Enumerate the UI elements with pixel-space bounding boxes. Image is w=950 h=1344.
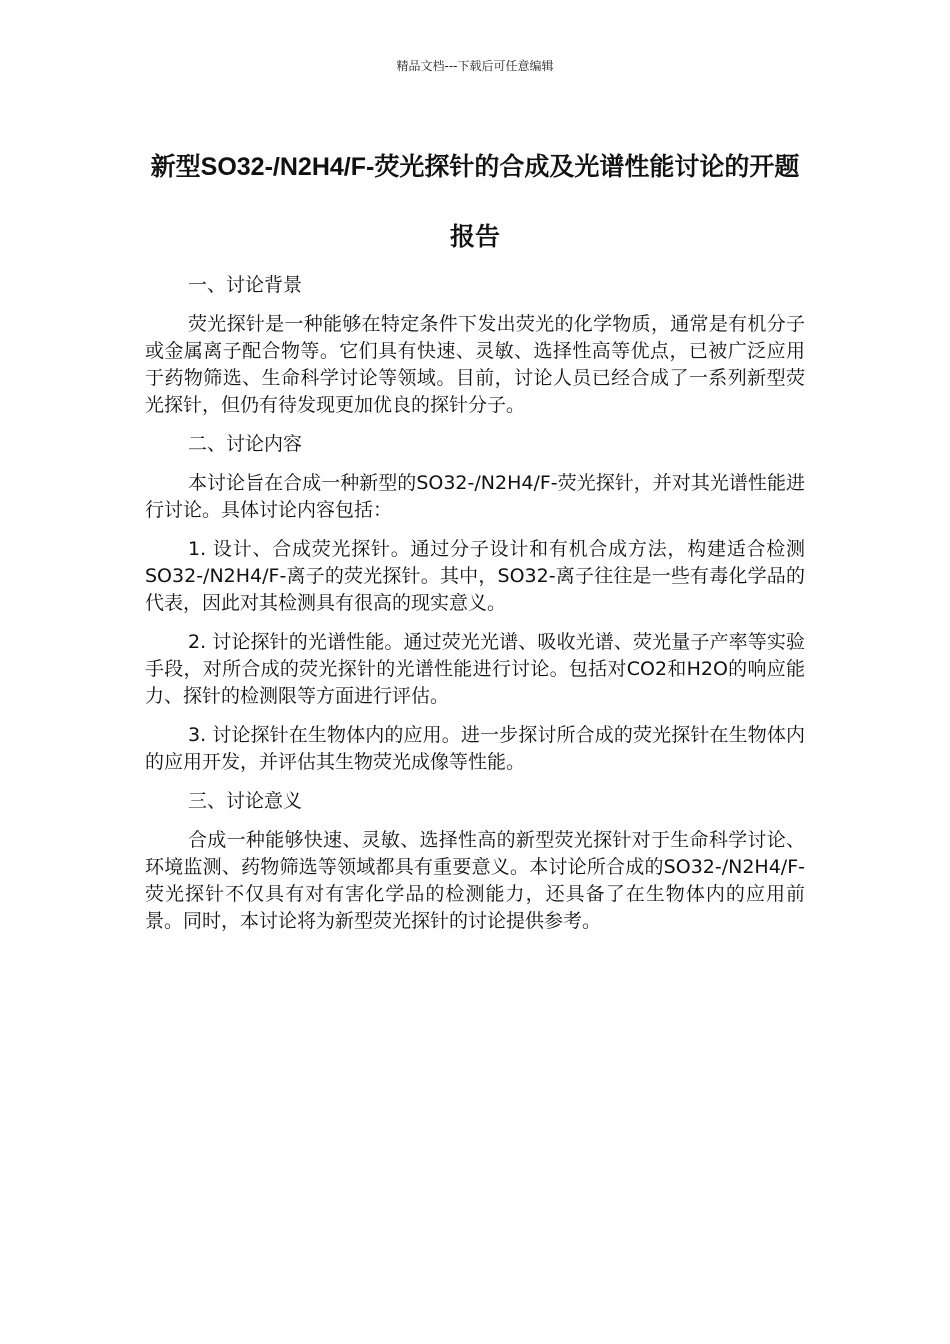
content-item-1: 1. 设计、合成荧光探针。通过分子设计和有机合成方法，构建适合检测SO32-/N2H4/F-离子的荧光探针。其中，SO32-离子往往是一些有毒化学品的代表，因此对其检测具有很高的现实意义。	[145, 538, 805, 614]
background-paragraph: 荧光探针是一种能够在特定条件下发出荧光的化学物质，通常是有机分子或金属离子配合物等。它们具有快速、灵敏、选择性高等优点，已被广泛应用于药物筛选、生命科学讨论等领域。目前，讨论人员已经合成了一系列新型荧光探针，但仍有待发现更加优良的探针分子。	[145, 313, 805, 416]
content-item-2: 2. 讨论探针的光谱性能。通过荧光光谱、吸收光谱、荧光量子产率等实验手段，对所合成的荧光探针的光谱性能进行讨论。包括对CO2和H2O的响应能力、探针的检测限等方面进行评估。	[145, 631, 805, 707]
significance-paragraph: 合成一种能够快速、灵敏、选择性高的新型荧光探针对于生命科学讨论、环境监测、药物筛选等领域都具有重要意义。本讨论所合成的SO32-/N2H4/F-荧光探针不仅具有对有害化学品的检测能力，还具备了在生物体内的应用前景。同时，本讨论将为新型荧光探针的讨论提供参考。	[145, 829, 805, 932]
section-heading-significance: 三、讨论意义	[188, 790, 303, 812]
content-item-3: 3. 讨论探针在生物体内的应用。进一步探讨所合成的荧光探针在生物体内的应用开发，并评估其生物荧光成像等性能。	[145, 724, 805, 773]
header-note: 精品文档---下载后可任意编辑	[396, 59, 554, 73]
document-body	[145, 272, 805, 947]
section-heading-content: 二、讨论内容	[188, 433, 303, 455]
document-title: 新型SO32-/N2H4/F-荧光探针的合成及光谱性能讨论的开题报告	[150, 153, 800, 251]
content-intro-paragraph: 本讨论旨在合成一种新型的SO32-/N2H4/F-荧光探针，并对其光谱性能进行讨论。具体讨论内容包括：	[145, 472, 805, 521]
section-heading-background: 一、讨论背景	[188, 274, 303, 296]
